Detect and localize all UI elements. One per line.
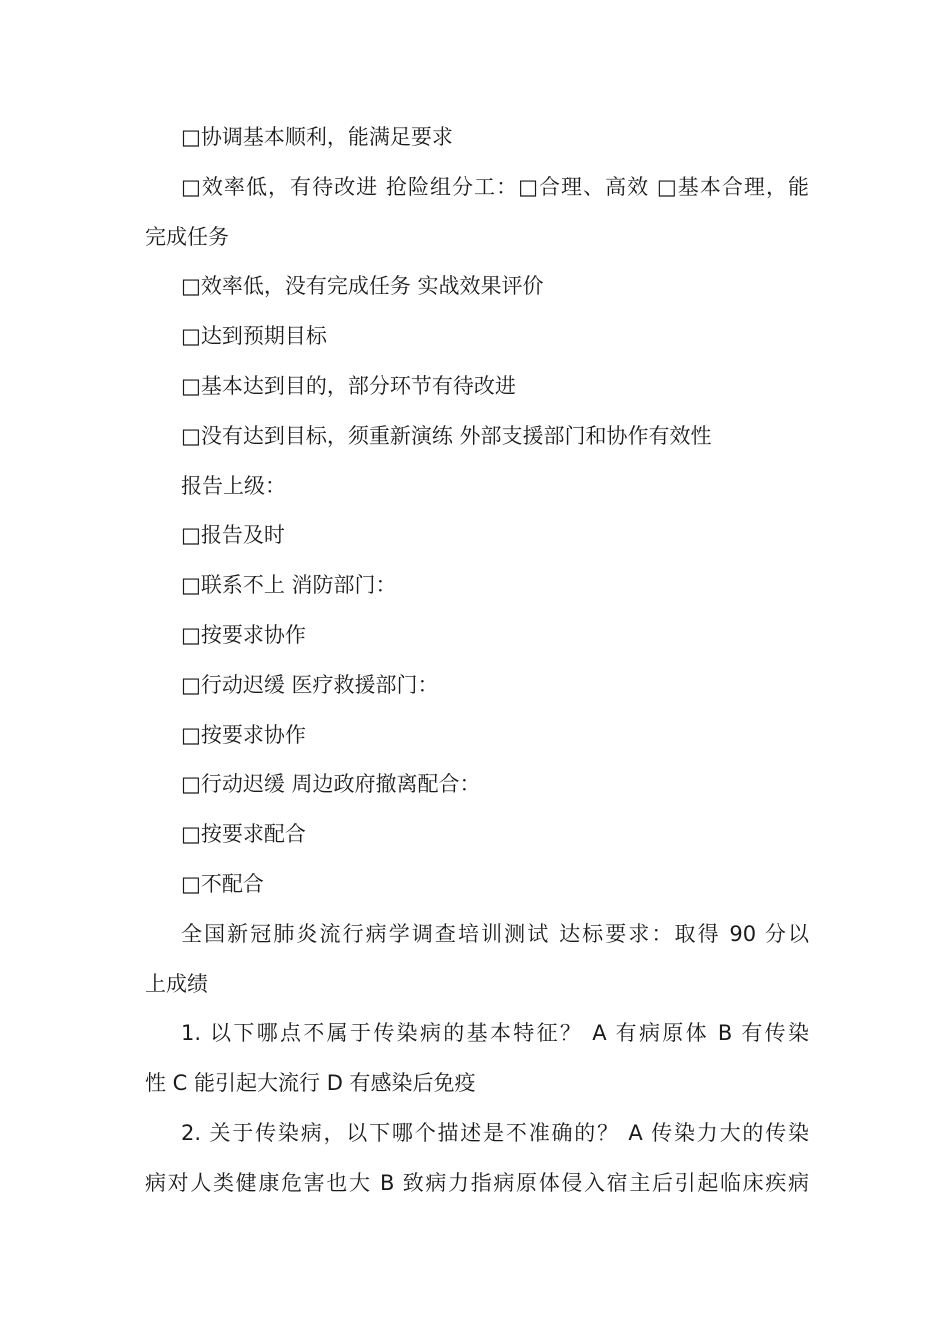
text-line: □效率低，有待改进 抢险组分工：□合理、高效 □基本合理，能 [181, 174, 809, 199]
question-line: 1. 以下哪点不属于传染病的基本特征？ A 有病原体 B 有传染 [181, 1021, 809, 1046]
question-line: 性 C 能引起大流行 D 有感染后免疫 [145, 1071, 476, 1096]
text-line: □行动迟缓 周边政府撤离配合： [181, 772, 481, 797]
text-line: □协调基本顺利，能满足要求 [181, 125, 453, 149]
text-line: □按要求协作 [181, 722, 306, 747]
text-line: □联系不上 消防部门： [181, 573, 397, 598]
text-line: 完成任务 [145, 224, 229, 249]
text-line: 报告上级： [181, 473, 286, 498]
text-line: 全国新冠肺炎流行病学调查培训测试 达标要求：取得 90 分以 [181, 921, 809, 946]
document-body [145, 113, 809, 1209]
question-line: 2. 关于传染病，以下哪个描述是不准确的？ A 传染力大的传染 [181, 1120, 809, 1145]
text-line: □报告及时 [181, 523, 285, 548]
text-line: □达到预期目标 [181, 324, 327, 349]
text-line: □按要求配合 [181, 822, 306, 847]
text-line: □按要求协作 [181, 622, 306, 647]
text-line: □效率低，没有完成任务 实战效果评价 [181, 274, 544, 299]
text-line: □没有达到目标，须重新演练 外部支援部门和协作有效性 [181, 423, 712, 448]
text-line: □不配合 [181, 871, 264, 896]
text-line: □行动迟缓 医疗救援部门： [181, 672, 439, 697]
text-line: □基本达到目的，部分环节有待改进 [181, 373, 516, 398]
question-line: 病对人类健康危害也大 B 致病力指病原体侵入宿主后引起临床疾病 [145, 1170, 809, 1195]
text-line: 上成绩 [145, 971, 208, 996]
